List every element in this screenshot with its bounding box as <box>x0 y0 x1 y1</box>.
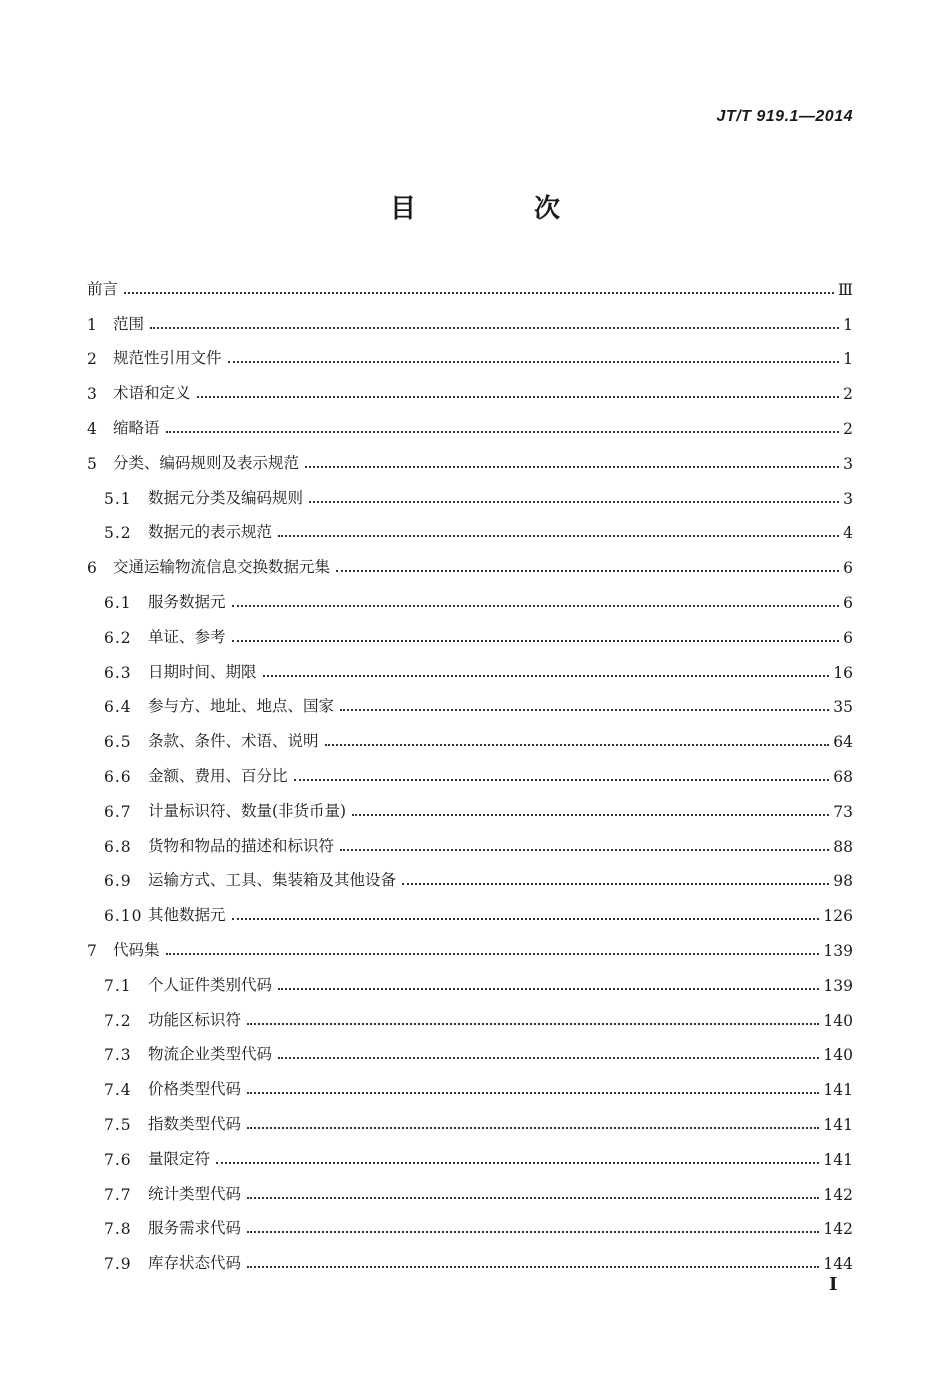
dot-leader <box>216 1162 819 1164</box>
dot-leader <box>232 918 820 920</box>
toc-entry[interactable] <box>87 960 853 995</box>
toc-entry-number: 6.9 <box>104 872 132 891</box>
toc-entry-page: 1 <box>843 350 853 369</box>
toc-entry[interactable] <box>87 1099 853 1134</box>
toc-entry-label: 其他数据元 <box>148 906 226 925</box>
toc-entry[interactable] <box>87 647 853 682</box>
toc-entry-label: 价格类型代码 <box>148 1080 242 1099</box>
dot-leader <box>336 570 839 572</box>
dot-leader <box>232 640 839 642</box>
dot-leader <box>278 1057 819 1059</box>
toc-entry-label: 货物和物品的描述和标识符 <box>148 836 335 855</box>
dot-leader <box>340 709 829 711</box>
toc-entry-label: 统计类型代码 <box>148 1184 242 1203</box>
toc-entry-number: 7.1 <box>104 976 132 995</box>
toc-entry-label: 缩略语 <box>113 418 160 437</box>
toc-entry-page: 35 <box>833 698 853 717</box>
toc-entry-number: 1 <box>87 315 97 334</box>
toc-entry-page: 2 <box>843 419 853 438</box>
toc-entry[interactable] <box>87 438 853 473</box>
dot-leader <box>263 675 830 677</box>
toc-entry-page: 3 <box>843 489 853 508</box>
dot-leader <box>294 779 830 781</box>
toc-entry-number: 6.10 <box>104 907 143 926</box>
page-number: Ⅰ <box>829 1274 838 1295</box>
document-code: JT/T 919.1—2014 <box>716 108 853 125</box>
dot-leader <box>305 466 839 468</box>
toc-entry-number: 7.9 <box>104 1255 132 1274</box>
toc-entry-page: 139 <box>823 976 853 995</box>
toc-entry-label: 计量标识符、数量(非货币量) <box>148 801 347 820</box>
toc-entry-number: 7.8 <box>104 1220 132 1239</box>
table-of-contents <box>87 264 853 1273</box>
dot-leader <box>325 744 830 746</box>
toc-entry-label: 规范性引用文件 <box>113 349 222 368</box>
toc-entry-page: 141 <box>823 1150 853 1169</box>
dot-leader <box>352 814 829 816</box>
toc-entry[interactable] <box>87 890 853 925</box>
toc-entry-number: 5.1 <box>104 489 132 508</box>
dot-leader <box>124 292 834 294</box>
toc-entry-label: 服务需求代码 <box>148 1219 242 1238</box>
toc-entry[interactable] <box>87 508 853 543</box>
toc-entry-page: Ⅲ <box>838 280 853 299</box>
dot-leader <box>247 1197 819 1199</box>
dot-leader <box>309 501 839 503</box>
toc-entry-page: 2 <box>843 385 853 404</box>
toc-entry[interactable] <box>87 612 853 647</box>
toc-entry-page: 144 <box>823 1255 853 1274</box>
toc-entry-page: 1 <box>843 315 853 334</box>
toc-entry-label: 参与方、地址、地点、国家 <box>148 697 335 716</box>
dot-leader <box>197 396 839 398</box>
toc-entry-number: 6.8 <box>104 837 132 856</box>
toc-entry-number: 7.3 <box>104 1046 132 1065</box>
dot-leader <box>278 535 839 537</box>
dot-leader <box>278 988 819 990</box>
toc-entry-number: 7 <box>87 941 97 960</box>
toc-entry[interactable] <box>87 786 853 821</box>
toc-entry[interactable] <box>87 821 853 856</box>
toc-entry[interactable] <box>87 1169 853 1204</box>
toc-entry-number: 7.6 <box>104 1150 132 1169</box>
dot-leader <box>247 1092 819 1094</box>
toc-entry-label: 功能区标识符 <box>148 1010 242 1029</box>
toc-entry[interactable] <box>87 403 853 438</box>
toc-entry[interactable] <box>87 1238 853 1273</box>
dot-leader <box>228 361 839 363</box>
toc-entry-page: 73 <box>833 802 853 821</box>
toc-entry[interactable] <box>87 368 853 403</box>
toc-entry[interactable] <box>87 299 853 334</box>
dot-leader <box>247 1266 819 1268</box>
toc-entry-label: 范围 <box>113 314 145 333</box>
dot-leader <box>402 883 829 885</box>
toc-entry-number: 6.6 <box>104 767 132 786</box>
toc-entry-label: 数据元的表示规范 <box>148 523 273 542</box>
toc-entry-label: 代码集 <box>113 940 160 959</box>
toc-entry-page: 140 <box>823 1046 853 1065</box>
toc-entry-label: 库存状态代码 <box>148 1254 242 1273</box>
toc-entry-label: 量限定符 <box>148 1149 211 1168</box>
toc-entry-label: 日期时间、期限 <box>148 662 257 681</box>
toc-entry[interactable] <box>87 1064 853 1099</box>
toc-entry-number: 6.7 <box>104 802 132 821</box>
toc-entry-number: 2 <box>87 350 97 369</box>
dot-leader <box>340 849 829 851</box>
toc-entry-label: 术语和定义 <box>113 384 191 403</box>
toc-entry-number: 4 <box>87 419 97 438</box>
dot-leader <box>247 1023 819 1025</box>
toc-entry[interactable] <box>87 682 853 717</box>
toc-entry-number: 6 <box>87 559 97 578</box>
dot-leader <box>232 605 839 607</box>
toc-entry-page: 6 <box>843 593 853 612</box>
dot-leader <box>247 1231 819 1233</box>
toc-entry-page: 16 <box>833 663 853 682</box>
toc-entry-number: 5.2 <box>104 524 132 543</box>
toc-entry[interactable] <box>87 716 853 751</box>
toc-entry-page: 6 <box>843 628 853 647</box>
toc-entry-label: 物流企业类型代码 <box>148 1045 273 1064</box>
toc-entry[interactable] <box>87 577 853 612</box>
toc-entry-page: 6 <box>843 559 853 578</box>
toc-entry[interactable] <box>87 1030 853 1065</box>
dot-leader <box>166 953 820 955</box>
toc-entry[interactable] <box>87 334 853 369</box>
toc-entry[interactable] <box>87 264 853 299</box>
toc-entry-page: 4 <box>843 524 853 543</box>
toc-entry-page: 140 <box>823 1011 853 1030</box>
dot-leader <box>166 431 839 433</box>
toc-entry-label: 条款、条件、术语、说明 <box>148 732 319 751</box>
toc-entry-number: 6.1 <box>104 593 132 612</box>
toc-entry-number: 7.7 <box>104 1185 132 1204</box>
toc-entry-page: 68 <box>833 767 853 786</box>
toc-entry[interactable] <box>87 542 853 577</box>
toc-entry[interactable] <box>87 1134 853 1169</box>
toc-entry-page: 141 <box>823 1115 853 1134</box>
toc-entry-label: 服务数据元 <box>148 592 226 611</box>
toc-entry[interactable] <box>87 995 853 1030</box>
toc-entry-page: 98 <box>833 872 853 891</box>
toc-entry-number: 5 <box>87 454 97 473</box>
toc-entry-page: 64 <box>833 733 853 752</box>
toc-entry-number: 6.2 <box>104 628 132 647</box>
toc-entry-page: 88 <box>833 837 853 856</box>
dot-leader <box>247 1127 819 1129</box>
toc-entry-label: 指数类型代码 <box>148 1114 242 1133</box>
toc-entry-label: 单证、参考 <box>148 627 226 646</box>
toc-entry-page: 142 <box>823 1220 853 1239</box>
toc-entry-label: 数据元分类及编码规则 <box>148 488 304 507</box>
toc-entry-number: 7.2 <box>104 1011 132 1030</box>
dot-leader <box>150 327 839 329</box>
toc-entry-number: 7.4 <box>104 1081 132 1100</box>
toc-entry-number: 7.5 <box>104 1115 132 1134</box>
toc-entry-page: 141 <box>823 1081 853 1100</box>
toc-title: 目 次 <box>389 194 606 224</box>
toc-entry-number: 6.4 <box>104 698 132 717</box>
toc-entry-page: 3 <box>843 454 853 473</box>
toc-entry-label: 分类、编码规则及表示规范 <box>113 453 300 472</box>
toc-entry-label: 金额、费用、百分比 <box>148 766 288 785</box>
toc-entry-number: 6.3 <box>104 663 132 682</box>
toc-entry[interactable] <box>87 751 853 786</box>
toc-entry-label: 交通运输物流信息交换数据元集 <box>113 558 331 577</box>
toc-entry[interactable] <box>87 856 853 891</box>
toc-entry-number: 3 <box>87 385 97 404</box>
toc-entry-page: 142 <box>823 1185 853 1204</box>
toc-entry[interactable] <box>87 473 853 508</box>
toc-entry-page: 126 <box>823 907 853 926</box>
toc-entry-label: 个人证件类别代码 <box>148 975 273 994</box>
toc-entry-number: 6.5 <box>104 733 132 752</box>
toc-entry-label: 前言 <box>87 279 119 298</box>
toc-entry-page: 139 <box>823 941 853 960</box>
toc-entry[interactable] <box>87 1204 853 1239</box>
toc-entry[interactable] <box>87 925 853 960</box>
toc-entry-label: 运输方式、工具、集装箱及其他设备 <box>148 871 397 890</box>
